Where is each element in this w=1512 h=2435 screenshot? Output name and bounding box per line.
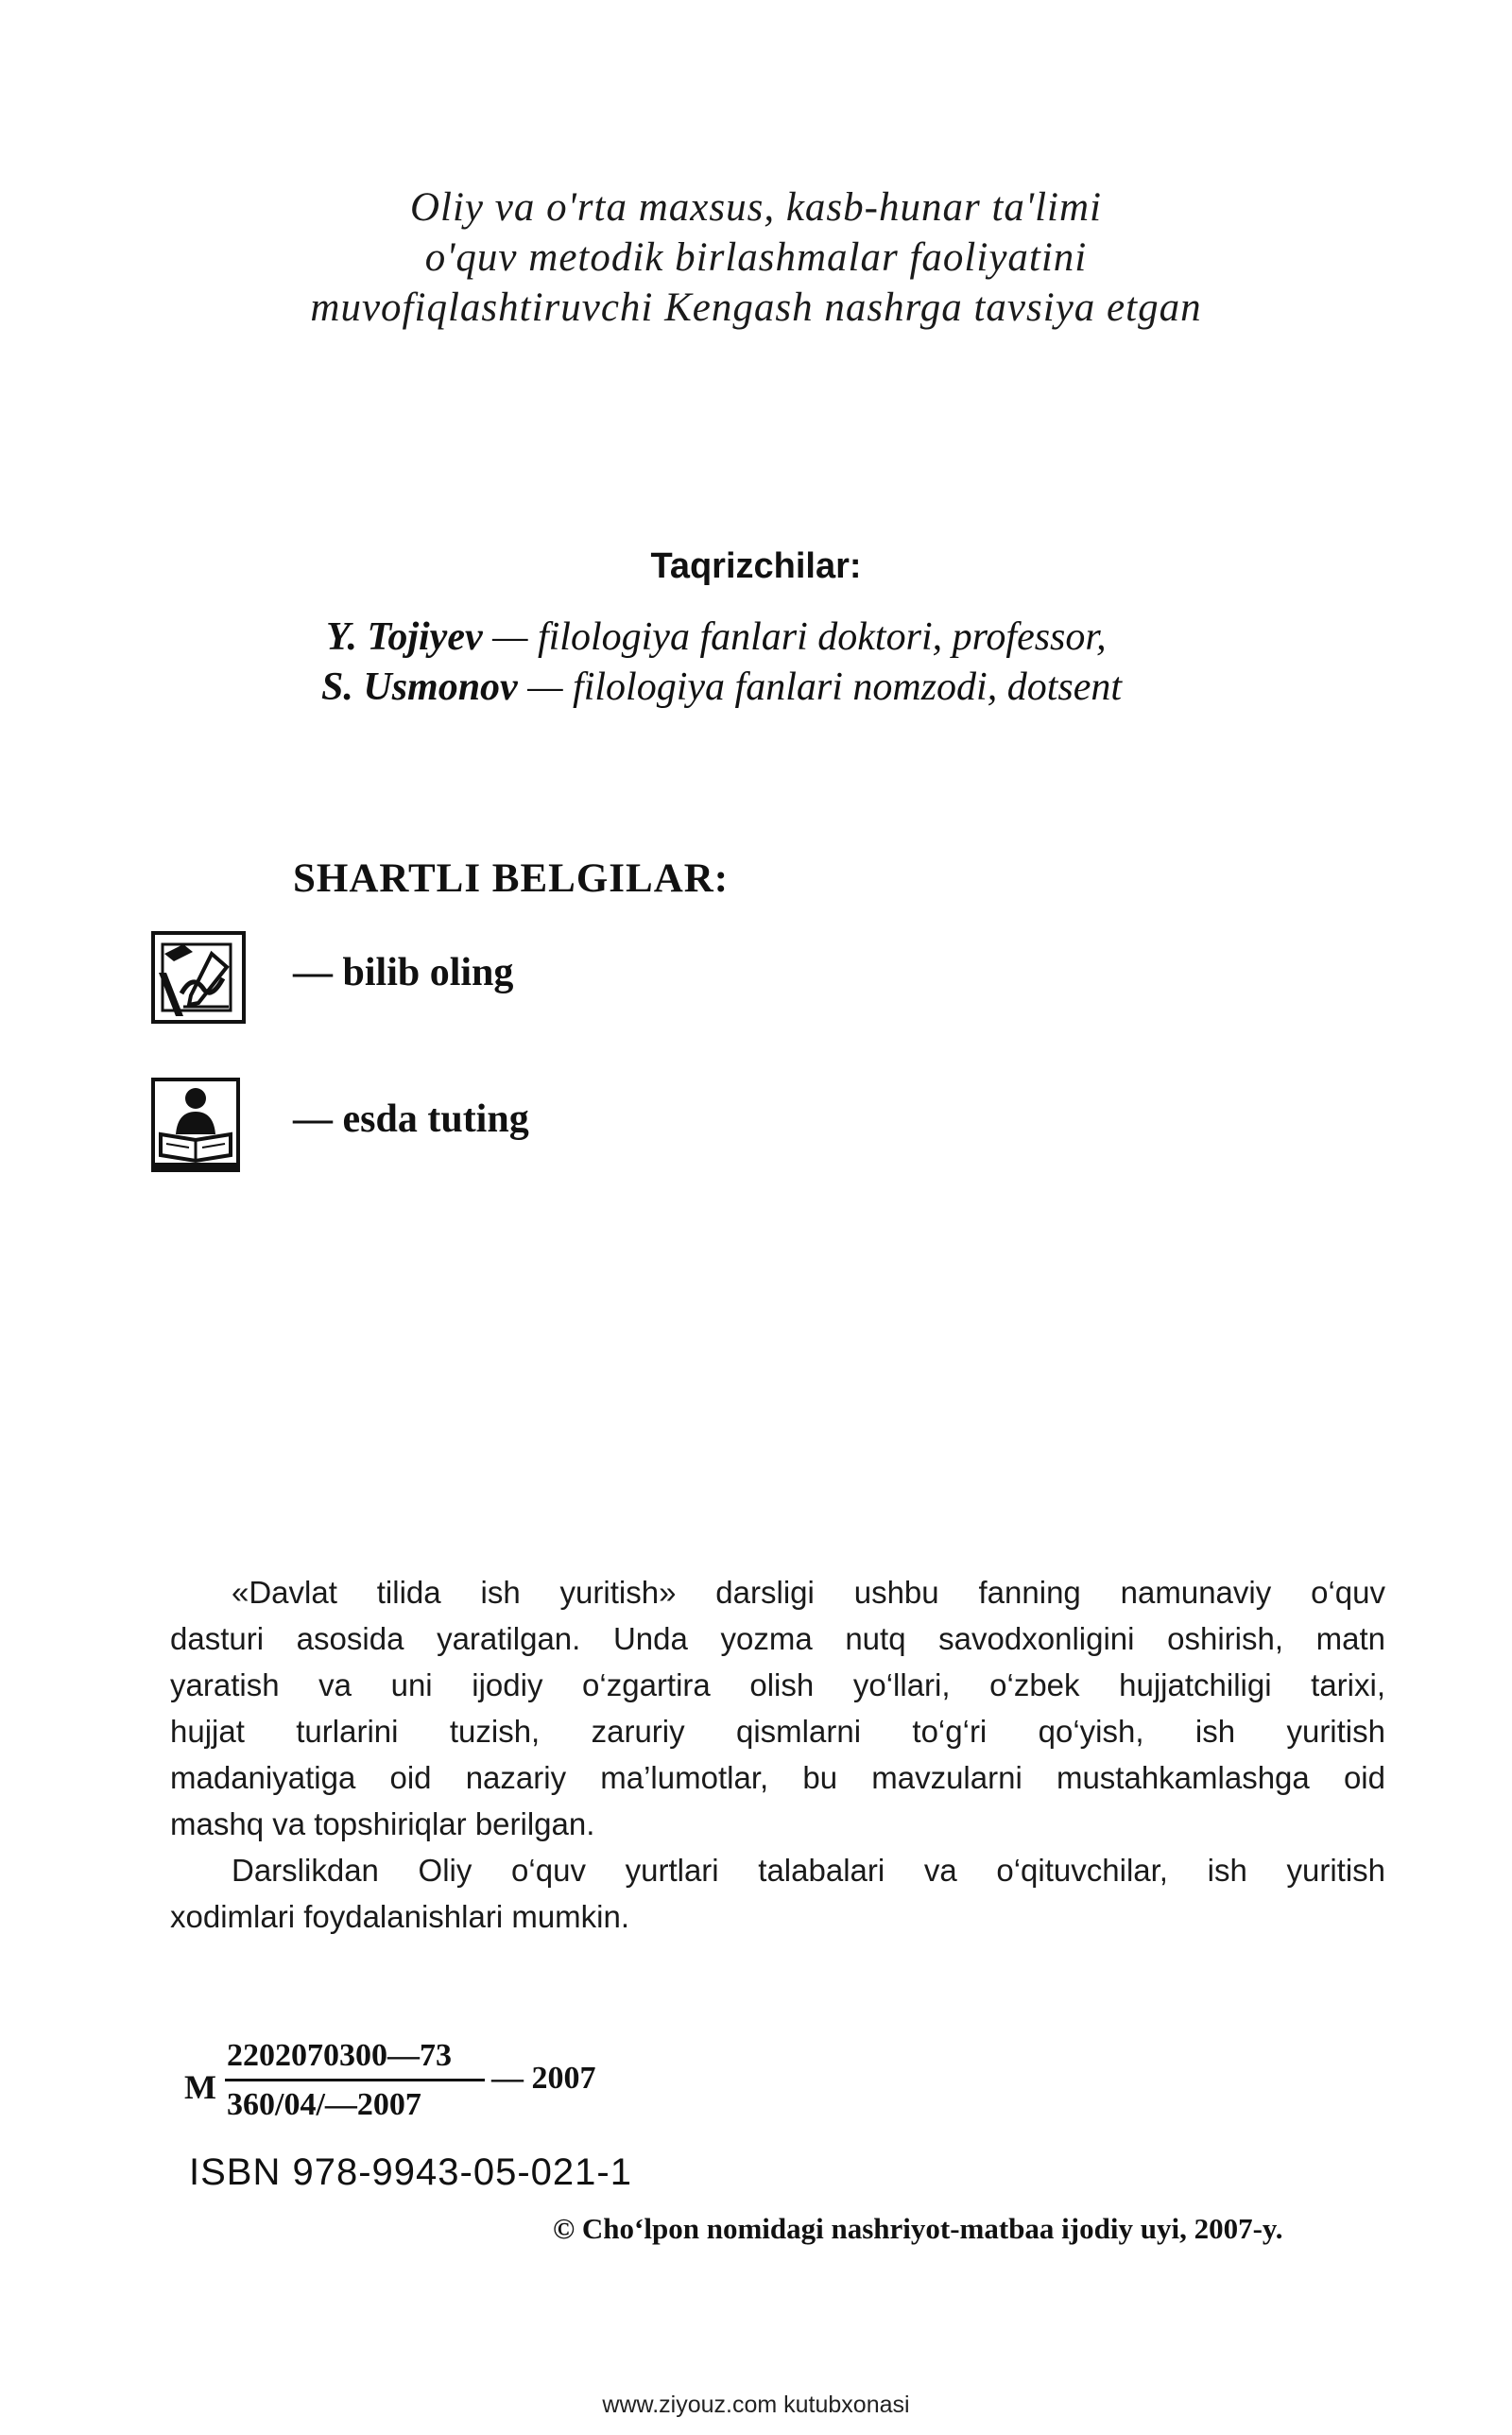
classification-year: — 2007 <box>491 2061 596 2096</box>
reviewer-1 <box>326 614 1107 660</box>
legend-item-know: — bilib oling <box>293 951 514 994</box>
classification-letter: M <box>184 2068 216 2106</box>
description <box>170 1569 1385 1940</box>
legend-heading: SHARTLI BELGILAR: <box>293 856 730 901</box>
classification-numerator: 2202070300—73 <box>227 2038 452 2073</box>
reviewer-2-role: — filologiya fanlari nomzodi, dotsent <box>517 665 1123 709</box>
isbn: ISBN 978-9943-05-021-1 <box>189 2151 632 2193</box>
reviewer-2 <box>321 665 1122 710</box>
reviewers-heading: Taqrizchilar: <box>650 546 862 586</box>
notebook-pen-icon <box>151 931 246 1024</box>
reader-book-icon <box>151 1078 240 1172</box>
recommendation-line-1: Oliy va o'rta maxsus, kasb-hunar ta'limi <box>409 185 1102 230</box>
reviewer-1-name: Y. Tojiyev <box>326 615 483 659</box>
description-line-4: hujjat turlarini tuzish, zaruriy qismlarni to‘g‘ri qo‘yish, ish yuritish <box>170 1714 1385 1749</box>
description-line-5: madaniyatiga oid nazariy ma’lumotlar, bu mavzularni mustahkamlashga oid <box>170 1760 1385 1795</box>
reviewer-1-role: — filologiya fanlari doktori, professor, <box>482 615 1107 659</box>
description-line-2: dasturi asosida yaratilgan. Unda yozma nutq savodxonligini oshirish, matn <box>170 1621 1385 1656</box>
reviewer-2-name: S. Usmonov <box>321 665 518 709</box>
footer-source: www.ziyouz.com kutubxonasi <box>602 2392 910 2418</box>
description-line-1: «Davlat tilida ish yuritish» darsligi ushbu fanning namunaviy o‘quv <box>232 1575 1385 1610</box>
description-line-3: yaratish va uni ijodiy o‘zgartira olish yo‘llari, o‘zbek hujjatchiligi tarixi, <box>170 1667 1385 1702</box>
description-line-7: Darslikdan Oliy o‘quv yurtlari talabalari va o‘qituvchilar, ish yuritish <box>232 1853 1385 1888</box>
copyright: © Cho‘lpon nomidagi nashriyot-matbaa ijodiy uyi, 2007-y. <box>553 2212 1283 2245</box>
description-line-6: mashq va topshiriqlar berilgan. <box>170 1806 595 1841</box>
legend-item-remember: — esda tuting <box>293 1097 529 1141</box>
recommendation-line-2: o'quv metodik birlashmalar faoliyatini <box>424 235 1088 280</box>
fraction-bar <box>225 2079 485 2081</box>
description-line-8: xodimlari foydalanishlari mumkin. <box>170 1899 630 1934</box>
recommendation-line-3: muvofiqlashtiruvchi Kengash nashrga tavsiya etgan <box>310 285 1202 330</box>
classification-denominator: 360/04/—2007 <box>227 2087 421 2122</box>
